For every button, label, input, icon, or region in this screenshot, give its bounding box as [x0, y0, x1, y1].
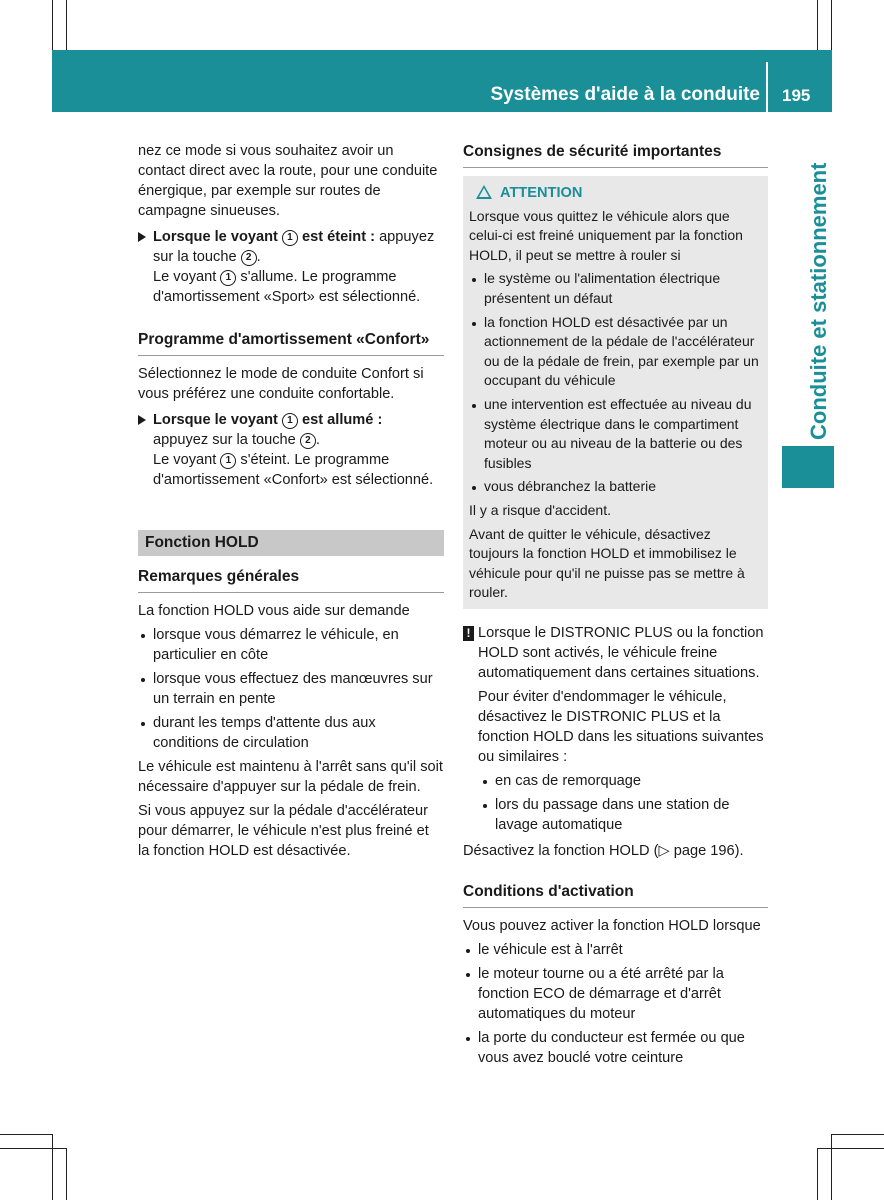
- warning-box: [463, 176, 768, 609]
- bullet-icon: [141, 722, 145, 726]
- step-bold-text: est éteint :: [302, 229, 375, 245]
- intro-paragraph: nez ce mode si vous souhaitez avoir un contact direct avec la route, pour une conduite énergique, par exemple sur routes de campagne sinueuses.: [138, 143, 438, 219]
- list-item: [469, 269, 762, 308]
- list-item: [469, 477, 762, 497]
- bullet-icon: [472, 322, 476, 326]
- right-column: [463, 141, 768, 1068]
- list-item: [469, 313, 762, 391]
- crop-mark: [66, 1148, 67, 1200]
- bullet-icon: [472, 486, 476, 490]
- heading-safety: Consignes de sécurité importantes: [463, 141, 768, 168]
- note-text: Pour éviter d'endommager le véhicule, désactivez le DISTRONIC PLUS et la fonction HOLD dans les situations suivantes ou similaires :: [478, 688, 764, 765]
- warning-triangle-icon: [476, 185, 492, 199]
- list-item: [138, 669, 444, 709]
- list-item: [480, 771, 768, 791]
- list-item-text: le moteur tourne ou a été arrêté par la fonction ECO de démarrage et d'arrêt automatiques du moteur: [478, 965, 724, 1022]
- step-bold-text: Lorsque le voyant: [153, 229, 278, 245]
- bullet-icon: [141, 678, 145, 682]
- step-text: Le voyant: [153, 452, 217, 468]
- bullet-icon: [466, 1037, 470, 1041]
- list-item-text: le véhicule est à l'arrêt: [478, 941, 623, 958]
- bullet-icon: [472, 404, 476, 408]
- list-item-text: lorsque vous effectuez des manœuvres sur un terrain en pente: [153, 671, 433, 707]
- crop-mark: [0, 1148, 66, 1149]
- list-item-text: lors du passage dans une station de lavage automatique: [495, 796, 730, 833]
- crop-mark: [832, 1134, 884, 1135]
- deactivate-reference: Désactivez la fonction HOLD (▷ page 196).: [463, 842, 744, 859]
- crop-mark: [831, 0, 832, 50]
- indicator-number-icon: 1: [282, 230, 298, 246]
- bullet-icon: [483, 780, 487, 784]
- crop-mark: [52, 0, 53, 50]
- exclamation-icon: !: [463, 626, 474, 641]
- button-number-icon: 2: [241, 250, 257, 266]
- step-sport: [138, 227, 444, 307]
- indicator-number-icon: 1: [282, 413, 298, 429]
- step-text: s'allume. Le programme d'amortissement «Sport» est sélectionné.: [153, 269, 421, 305]
- list-item: [480, 795, 768, 835]
- list-item-text: durant les temps d'attente dus aux conditions de circulation: [153, 715, 376, 751]
- list-item-text: le système ou l'alimentation électrique présentent un défaut: [484, 270, 721, 306]
- warning-final: Avant de quitter le véhicule, désactivez toujours la fonction HOLD et immobilisez le véhicule pour qu'il ne puisse pas se mettre à rouler.: [469, 525, 745, 601]
- indicator-number-icon: 1: [220, 270, 236, 286]
- list-item: [138, 625, 444, 665]
- heading-comfort: Programme d'amortissement «Confort»: [138, 329, 444, 356]
- general-intro: La fonction HOLD vous aide sur demande: [138, 603, 410, 619]
- bullet-icon: [466, 973, 470, 977]
- list-item: [138, 713, 444, 753]
- crop-mark: [0, 1134, 52, 1135]
- bullet-icon: [141, 634, 145, 638]
- hold-paragraph: Le véhicule est maintenu à l'arrêt sans qu'il soit nécessaire d'appuyer sur la pédale de frein.: [138, 759, 443, 795]
- crop-mark: [66, 0, 67, 50]
- conditions-intro: Vous pouvez activer la fonction HOLD lorsque: [463, 917, 761, 934]
- step-bold-text: est allumé :: [302, 412, 383, 428]
- note-block: [463, 623, 768, 835]
- button-number-icon: 2: [300, 433, 316, 449]
- bullet-icon: [466, 949, 470, 953]
- step-text: appuyez sur la touche: [153, 229, 435, 265]
- heading-general: Remarques générales: [138, 566, 444, 593]
- bullet-icon: [483, 804, 487, 808]
- hold-paragraph: Si vous appuyez sur la pédale d'accélérateur pour démarrer, le véhicule n'est plus freiné et la fonction HOLD est désactivée.: [138, 803, 429, 859]
- list-item: [463, 1028, 768, 1068]
- list-item-text: la fonction HOLD est désactivée par un actionnement de la pédale de l'accélérateur ou de la pédale de frein, par exemple par un occupant du véhicule: [484, 313, 759, 389]
- crop-mark: [817, 0, 818, 50]
- step-arrow-icon: [138, 232, 146, 242]
- list-item: [469, 395, 762, 473]
- page-number: 195: [782, 86, 811, 105]
- warning-header: [469, 184, 762, 204]
- crop-mark: [52, 1134, 53, 1200]
- step-text: appuyez sur la touche: [153, 432, 296, 448]
- step-text: .: [315, 432, 320, 448]
- list-item: [463, 964, 768, 1024]
- step-text: .: [256, 249, 261, 265]
- heading-conditions: Conditions d'activation: [463, 881, 768, 908]
- step-arrow-icon: [138, 415, 146, 425]
- list-item-text: en cas de remorquage: [495, 772, 642, 789]
- side-tab-label: Conduite et stationnement: [806, 162, 831, 440]
- list-item: [463, 940, 768, 960]
- side-tab-marker: [782, 446, 834, 488]
- section-bar-hold: Fonction HOLD: [138, 530, 444, 556]
- step-text: s'éteint. Le programme d'amortissement «Confort» est sélectionné.: [153, 452, 434, 488]
- crop-mark: [817, 1148, 884, 1149]
- comfort-paragraph: Sélectionnez le mode de conduite Confort si vous préférez une conduite confortable.: [138, 366, 424, 402]
- note-text: Lorsque le DISTRONIC PLUS ou la fonction HOLD sont activés, le véhicule freine automatiquement dans certaines situations.: [478, 624, 764, 681]
- warning-risk: Il y a risque d'accident.: [469, 501, 611, 518]
- left-column: [138, 141, 444, 861]
- header-divider: [766, 62, 768, 112]
- crop-mark: [831, 1134, 832, 1200]
- crop-mark: [817, 1148, 818, 1200]
- list-item-text: la porte du conducteur est fermée ou que vous avez bouclé votre ceinture: [478, 1029, 745, 1066]
- warning-intro: Lorsque vous quittez le véhicule alors que celui-ci est freiné uniquement par la fonction HOLD, il peut se mettre à rouler si: [469, 207, 743, 263]
- list-item-text: lorsque vous démarrez le véhicule, en particulier en côte: [153, 627, 399, 663]
- indicator-number-icon: 1: [220, 453, 236, 469]
- step-comfort: [138, 410, 444, 490]
- step-text: Le voyant: [153, 269, 217, 285]
- list-item-text: vous débranchez la batterie: [484, 478, 656, 495]
- warning-title: ATTENTION: [500, 185, 583, 201]
- bullet-icon: [472, 278, 476, 282]
- list-item-text: une intervention est effectuée au niveau du système électrique dans le compartiment moteur ou au niveau de la batterie ou des fusibles: [484, 395, 752, 471]
- step-bold-text: Lorsque le voyant: [153, 412, 278, 428]
- section-title: Systèmes d'aide à la conduite: [490, 84, 760, 105]
